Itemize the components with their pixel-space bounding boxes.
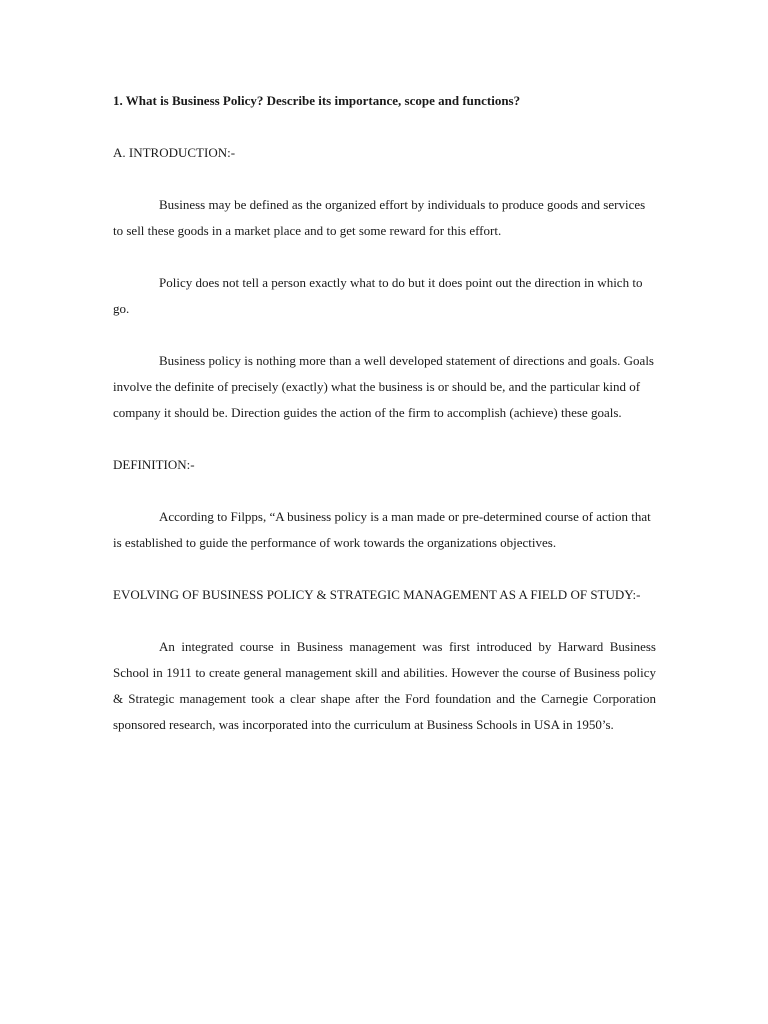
evolving-paragraph: An integrated course in Business management was first introduced by Harward Business School in 1911 to create general management skill and abilities. However the course of Business policy & Strategic management took a clear shape after the Ford foundation and the Carnegie Corporation sponsored research, was incorporated into the curriculum at Business Schools in USA in 1950’s. — [113, 639, 656, 732]
definition-heading: DEFINITION:- — [113, 457, 195, 472]
intro-paragraph-business-policy: Business policy is nothing more than a well developed statement of directions and goals. Goals involve the definite of precisely (exactly) what the business is or should be, and the particular kind of company it should be. Direction guides the action of the firm to accomplish (achieve) these goals. — [113, 353, 654, 420]
evolving-heading: EVOLVING OF BUSINESS POLICY & STRATEGIC MANAGEMENT AS A FIELD OF STUDY:- — [113, 587, 641, 602]
introduction-heading: A. INTRODUCTION:- — [113, 145, 236, 160]
definition-paragraph: According to Filpps, “A business policy is a man made or pre-determined course of action that is established to guide the performance of work towards the organizations objectives. — [113, 509, 651, 550]
document-body — [113, 88, 656, 738]
question-title: 1. What is Business Policy? Describe its importance, scope and functions? — [113, 93, 521, 108]
intro-paragraph-business: Business may be defined as the organized effort by individuals to produce goods and services to sell these goods in a market place and to get some reward for this effort. — [113, 197, 646, 238]
intro-paragraph-policy: Policy does not tell a person exactly what to do but it does point out the direction in which to go. — [113, 275, 643, 316]
